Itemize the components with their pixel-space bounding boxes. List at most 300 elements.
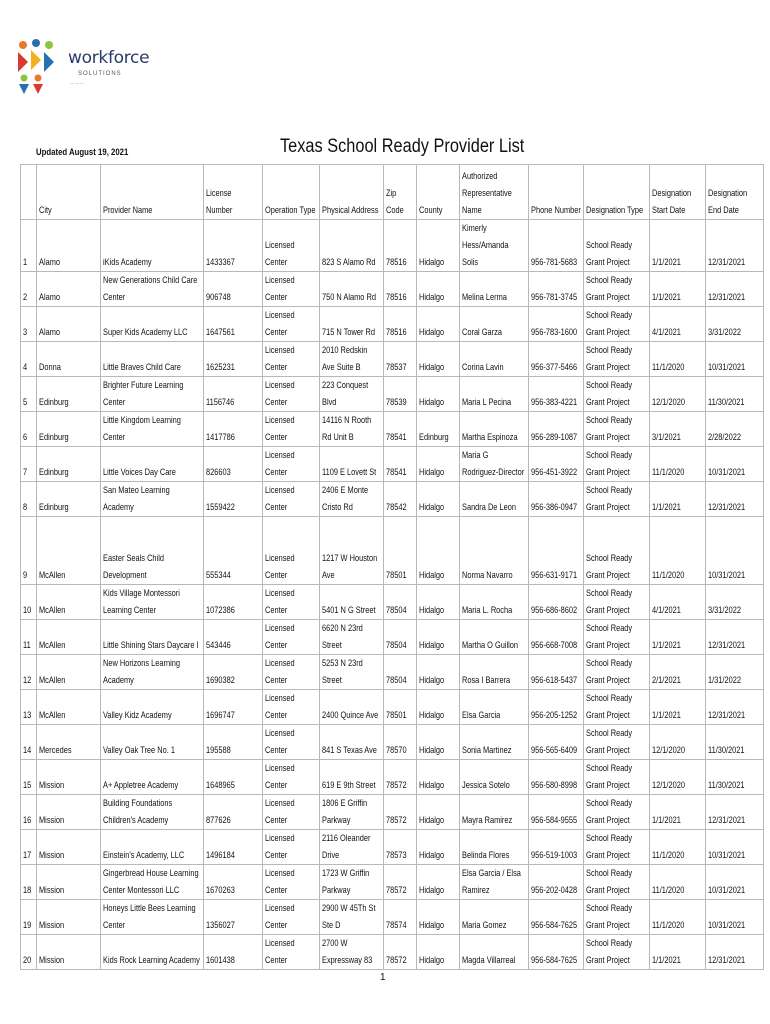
- cell-text: Sonia Martinez: [461, 745, 512, 756]
- cell-text: New Horizons Learning Academy: [102, 658, 180, 686]
- cell-text: Licensed Center: [264, 763, 295, 791]
- cell-text: 956-202-0428: [530, 885, 577, 896]
- column-header-label: County: [418, 205, 443, 216]
- table-row: [21, 412, 764, 447]
- cell-text: Hidalgo: [418, 362, 444, 373]
- cell-text: 7: [23, 467, 28, 478]
- table-cell: [203, 307, 262, 342]
- cell-text: 715 N Tower Rd: [321, 327, 375, 338]
- table-cell: [262, 900, 319, 935]
- cell-text: 13: [23, 710, 32, 721]
- cell-text: Melina Lerma: [461, 292, 507, 303]
- table-cell: [459, 585, 528, 620]
- table-cell: [459, 760, 528, 795]
- logo-subtitle: SOLUTIONS: [78, 71, 122, 77]
- table-cell: [21, 935, 37, 970]
- table-cell: [203, 517, 262, 585]
- table-cell: [583, 272, 649, 307]
- cell-text: 5401 N G Street: [321, 605, 376, 616]
- cell-text: 956-686-8602: [530, 605, 577, 616]
- cell-text: Martha Espinoza: [461, 432, 518, 443]
- cell-text: 17: [23, 850, 32, 861]
- table-cell: [21, 220, 37, 272]
- cell-text: 14: [23, 745, 32, 756]
- cell-text: 10/31/2021: [707, 467, 745, 478]
- cell-text: 4/1/2021: [651, 327, 681, 338]
- table-cell: [649, 900, 705, 935]
- cell-text: 1433367: [205, 257, 235, 268]
- table-cell: [383, 620, 416, 655]
- cell-text: Hidalgo: [418, 502, 444, 513]
- table-cell: [583, 620, 649, 655]
- table-cell: [583, 482, 649, 517]
- cell-text: 1/1/2021: [651, 640, 681, 651]
- table-cell: [383, 517, 416, 585]
- cell-text: 1696747: [205, 710, 235, 721]
- cell-text: 3: [23, 327, 28, 338]
- table-cell: [36, 900, 100, 935]
- cell-text: Corina Lavin: [461, 362, 504, 373]
- table-cell: [705, 620, 763, 655]
- table-cell: [36, 272, 100, 307]
- table-cell: [262, 865, 319, 900]
- table-cell: [100, 900, 203, 935]
- cell-text: Licensed Center: [264, 450, 295, 478]
- table-cell: [705, 517, 763, 585]
- cell-text: Licensed Center: [264, 345, 295, 373]
- cell-text: 20: [23, 955, 32, 966]
- table-cell: [416, 585, 459, 620]
- cell-text: 10/31/2021: [707, 920, 745, 931]
- cell-text: 1072386: [205, 605, 235, 616]
- cell-text: 78574: [385, 920, 407, 931]
- table-row: [21, 690, 764, 725]
- cell-text: 2900 W 45Th St Ste D: [321, 903, 376, 931]
- cell-text: 956-289-1087: [530, 432, 577, 443]
- cell-text: 78541: [385, 432, 407, 443]
- table-cell: [528, 585, 583, 620]
- table-cell: [705, 447, 763, 482]
- column-header: [21, 165, 37, 220]
- table-cell: [36, 830, 100, 865]
- cell-text: 906748: [205, 292, 231, 303]
- cell-text: School Ready Grant Project: [585, 345, 632, 373]
- cell-text: 12/31/2021: [707, 710, 745, 721]
- table-cell: [21, 655, 37, 690]
- cell-text: 11/1/2020: [651, 920, 684, 931]
- table-cell: [319, 517, 383, 585]
- table-cell: [319, 900, 383, 935]
- table-cell: [416, 620, 459, 655]
- cell-text: 956-383-4221: [530, 397, 577, 408]
- table-cell: [649, 725, 705, 760]
- table-cell: [262, 307, 319, 342]
- cell-text: 1/1/2021: [651, 815, 681, 826]
- table-cell: [583, 935, 649, 970]
- cell-text: Maria L. Rocha: [461, 605, 512, 616]
- table-row: [21, 900, 764, 935]
- table-cell: [319, 585, 383, 620]
- table-cell: [319, 412, 383, 447]
- table-cell: [21, 412, 37, 447]
- table-cell: [21, 725, 37, 760]
- cell-text: 11/1/2020: [651, 467, 684, 478]
- table-cell: [262, 517, 319, 585]
- column-header: [319, 165, 383, 220]
- table-cell: [649, 307, 705, 342]
- column-header-label: Provider Name: [102, 205, 152, 216]
- table-cell: [649, 795, 705, 830]
- table-cell: [262, 412, 319, 447]
- table-cell: [36, 307, 100, 342]
- table-cell: [583, 795, 649, 830]
- cell-text: 16: [23, 815, 32, 826]
- cell-text: McAllen: [38, 605, 65, 616]
- cell-text: Mercedes: [38, 745, 72, 756]
- table-cell: [416, 865, 459, 900]
- table-cell: [100, 655, 203, 690]
- cell-text: 223 Conquest Blvd: [321, 380, 368, 408]
- cell-text: Elsa Garcia / Elsa Ramirez: [461, 868, 521, 896]
- table-cell: [383, 272, 416, 307]
- table-cell: [203, 412, 262, 447]
- cell-text: 543446: [205, 640, 231, 651]
- table-cell: [21, 307, 37, 342]
- column-header: [262, 165, 319, 220]
- table-cell: [262, 690, 319, 725]
- cell-text: 1/1/2021: [651, 955, 681, 966]
- table-cell: [36, 585, 100, 620]
- table-cell: [100, 830, 203, 865]
- cell-text: 11/1/2020: [651, 362, 684, 373]
- table-cell: [21, 865, 37, 900]
- cell-text: 78501: [385, 710, 407, 721]
- cell-text: 12/1/2020: [651, 780, 685, 791]
- cell-text: McAllen: [38, 710, 65, 721]
- cell-text: 2: [23, 292, 28, 303]
- cell-text: Hidalgo: [418, 257, 444, 268]
- table-cell: [705, 830, 763, 865]
- table-row: [21, 517, 764, 585]
- cell-text: 10/31/2021: [707, 850, 745, 861]
- column-header: [583, 165, 649, 220]
- cell-text: 1/1/2021: [651, 292, 681, 303]
- cell-text: Mission: [38, 920, 64, 931]
- cell-text: Hidalgo: [418, 745, 444, 756]
- cell-text: 956-631-9171: [530, 570, 577, 581]
- table-cell: [100, 725, 203, 760]
- cell-text: Mission: [38, 780, 64, 791]
- cell-text: 78501: [385, 570, 407, 581]
- table-cell: [528, 655, 583, 690]
- table-cell: [319, 220, 383, 272]
- cell-text: 11/1/2020: [651, 850, 684, 861]
- table-cell: [100, 935, 203, 970]
- table-cell: [459, 307, 528, 342]
- page-title: Texas School Ready Provider List: [280, 136, 525, 157]
- cell-text: Building Foundations Children's Academy: [102, 798, 172, 826]
- cell-text: School Ready Grant Project: [585, 588, 632, 616]
- cell-text: 15: [23, 780, 32, 791]
- cell-text: School Ready Grant Project: [585, 240, 632, 268]
- table-cell: [705, 482, 763, 517]
- cell-text: Little Voices Day Care: [102, 467, 176, 478]
- table-cell: [262, 830, 319, 865]
- cell-text: Mission: [38, 955, 64, 966]
- table-cell: [705, 725, 763, 760]
- cell-text: Licensed Center: [264, 588, 295, 616]
- cell-text: 2/1/2021: [651, 675, 681, 686]
- table-cell: [649, 620, 705, 655]
- cell-text: 555344: [205, 570, 231, 581]
- table-row: [21, 272, 764, 307]
- table-cell: [583, 585, 649, 620]
- cell-text: 78572: [385, 955, 407, 966]
- table-cell: [262, 620, 319, 655]
- table-cell: [649, 865, 705, 900]
- table-cell: [459, 900, 528, 935]
- table-cell: [459, 830, 528, 865]
- cell-text: Mission: [38, 850, 64, 861]
- table-cell: [705, 342, 763, 377]
- table-cell: [705, 865, 763, 900]
- table-cell: [705, 655, 763, 690]
- cell-text: Kimerly Hess/Amanda Solis: [461, 223, 509, 268]
- table-cell: [416, 272, 459, 307]
- table-row: [21, 482, 764, 517]
- table-cell: [383, 690, 416, 725]
- table-cell: [383, 482, 416, 517]
- table-cell: [383, 655, 416, 690]
- table-row: [21, 342, 764, 377]
- cell-text: 10/31/2021: [707, 885, 745, 896]
- cell-text: McAllen: [38, 675, 65, 686]
- table-row: [21, 760, 764, 795]
- table-cell: [649, 377, 705, 412]
- table-cell: [528, 830, 583, 865]
- cell-text: Edinburg: [38, 467, 69, 478]
- cell-text: Licensed Center: [264, 798, 295, 826]
- cell-text: 3/31/2022: [707, 327, 741, 338]
- cell-text: 6620 N 23rd Street: [321, 623, 363, 651]
- cell-text: 1/1/2021: [651, 502, 681, 513]
- table-cell: [319, 272, 383, 307]
- table-cell: [262, 377, 319, 412]
- cell-text: 11/1/2020: [651, 885, 684, 896]
- table-cell: [21, 482, 37, 517]
- table-cell: [36, 865, 100, 900]
- table-cell: [36, 412, 100, 447]
- table-cell: [262, 482, 319, 517]
- cell-text: School Ready Grant Project: [585, 763, 632, 791]
- cell-text: Hidalgo: [418, 570, 444, 581]
- table-cell: [203, 795, 262, 830]
- cell-text: Jessica Sotelo: [461, 780, 510, 791]
- table-cell: [319, 447, 383, 482]
- table-cell: [528, 760, 583, 795]
- table-cell: [36, 655, 100, 690]
- column-header-label: Physical Address: [321, 205, 379, 216]
- table-cell: [383, 447, 416, 482]
- table-cell: [262, 272, 319, 307]
- column-header: [705, 165, 763, 220]
- cell-text: New Generations Child Care Center: [102, 275, 197, 303]
- table-cell: [416, 307, 459, 342]
- cell-text: Magda Villarreal: [461, 955, 516, 966]
- cell-text: 9: [23, 570, 28, 581]
- table-cell: [203, 272, 262, 307]
- table-cell: [416, 447, 459, 482]
- table-cell: [416, 725, 459, 760]
- cell-text: 5253 N 23rd Street: [321, 658, 363, 686]
- table-row: [21, 935, 764, 970]
- cell-text: Maria L Pecina: [461, 397, 511, 408]
- cell-text: School Ready Grant Project: [585, 903, 632, 931]
- table-row: [21, 220, 764, 272]
- cell-text: 877626: [205, 815, 231, 826]
- cell-text: Hidalgo: [418, 920, 444, 931]
- cell-text: 841 S Texas Ave: [321, 745, 377, 756]
- cell-text: 12/31/2021: [707, 292, 745, 303]
- logo-wordmark: workforce: [68, 48, 150, 68]
- page-number: 1: [380, 972, 386, 983]
- cell-text: 4: [23, 362, 28, 373]
- table-cell: [203, 690, 262, 725]
- table-cell: [262, 585, 319, 620]
- cell-text: Licensed Center: [264, 658, 295, 686]
- table-cell: [649, 272, 705, 307]
- cell-text: 956-584-9555: [530, 815, 577, 826]
- column-header: [203, 165, 262, 220]
- table-cell: [416, 690, 459, 725]
- table-cell: [319, 482, 383, 517]
- cell-text: 12: [23, 675, 32, 686]
- table-row: [21, 447, 764, 482]
- table-cell: [319, 620, 383, 655]
- table-cell: [319, 795, 383, 830]
- table-cell: [383, 342, 416, 377]
- table-cell: [528, 307, 583, 342]
- cell-text: Maria G Rodriguez-Director: [461, 450, 524, 478]
- table-cell: [583, 690, 649, 725]
- table-row: [21, 865, 764, 900]
- column-header-label: Designation Start Date: [651, 188, 691, 216]
- table-cell: [649, 830, 705, 865]
- table-cell: [416, 220, 459, 272]
- cell-text: Licensed Center: [264, 415, 295, 443]
- cell-text: 956-584-7625: [530, 920, 577, 931]
- table-cell: [583, 830, 649, 865]
- cell-text: Licensed Center: [264, 728, 295, 756]
- table-cell: [583, 447, 649, 482]
- cell-text: 18: [23, 885, 32, 896]
- table-cell: [36, 725, 100, 760]
- table-cell: [528, 272, 583, 307]
- cell-text: 10: [23, 605, 32, 616]
- table-cell: [36, 795, 100, 830]
- cell-text: 823 S Alamo Rd: [321, 257, 376, 268]
- column-header-label: Phone Number: [530, 205, 581, 216]
- table-cell: [100, 760, 203, 795]
- table-cell: [705, 272, 763, 307]
- cell-text: 78570: [385, 745, 407, 756]
- cell-text: Maria Gomez: [461, 920, 507, 931]
- cell-text: Hidalgo: [418, 397, 444, 408]
- table-cell: [459, 935, 528, 970]
- table-cell: [459, 342, 528, 377]
- column-header-label: Designation Type: [585, 205, 643, 216]
- cell-text: 195588: [205, 745, 231, 756]
- table-cell: [319, 377, 383, 412]
- table-cell: [36, 690, 100, 725]
- table-cell: [21, 517, 37, 585]
- cell-text: Einstein's Academy, LLC: [102, 850, 184, 861]
- cell-text: Super Kids Academy LLC: [102, 327, 188, 338]
- table-cell: [705, 760, 763, 795]
- cell-text: Licensed Center: [264, 938, 295, 966]
- cell-text: McAllen: [38, 570, 65, 581]
- table-cell: [203, 585, 262, 620]
- cell-text: School Ready Grant Project: [585, 623, 632, 651]
- cell-text: 2406 E Monte Cristo Rd: [321, 485, 368, 513]
- table-cell: [416, 517, 459, 585]
- cell-text: 78504: [385, 640, 407, 651]
- cell-text: 1648965: [205, 780, 235, 791]
- cell-text: 3/1/2021: [651, 432, 681, 443]
- table-cell: [319, 760, 383, 795]
- table-cell: [100, 342, 203, 377]
- table-row: [21, 620, 764, 655]
- table-cell: [100, 482, 203, 517]
- cell-text: 6: [23, 432, 28, 443]
- cell-text: 1: [23, 257, 28, 268]
- cell-text: 1/1/2021: [651, 710, 681, 721]
- table-cell: [459, 447, 528, 482]
- table-cell: [459, 517, 528, 585]
- table-cell: [21, 585, 37, 620]
- cell-text: 78504: [385, 605, 407, 616]
- table-cell: [649, 412, 705, 447]
- table-cell: [319, 865, 383, 900]
- cell-text: 956-377-5466: [530, 362, 577, 373]
- table-cell: [583, 655, 649, 690]
- cell-text: 78504: [385, 675, 407, 686]
- table-cell: [36, 342, 100, 377]
- table-cell: [649, 482, 705, 517]
- cell-text: 2/28/2022: [707, 432, 741, 443]
- cell-text: School Ready Grant Project: [585, 658, 632, 686]
- table-cell: [383, 377, 416, 412]
- table-cell: [649, 690, 705, 725]
- cell-text: School Ready Grant Project: [585, 868, 632, 896]
- table-row: [21, 655, 764, 690]
- cell-text: Licensed Center: [264, 903, 295, 931]
- cell-text: 12/31/2021: [707, 815, 745, 826]
- table-cell: [416, 377, 459, 412]
- cell-text: Honeys Little Bees Learning Center: [102, 903, 196, 931]
- table-cell: [21, 342, 37, 377]
- cell-text: Licensed Center: [264, 380, 295, 408]
- table-row: [21, 377, 764, 412]
- table-cell: [100, 865, 203, 900]
- cell-text: 11/30/2021: [707, 745, 745, 756]
- table-cell: [203, 482, 262, 517]
- table-cell: [583, 725, 649, 760]
- table-cell: [100, 377, 203, 412]
- cell-text: 1670263: [205, 885, 235, 896]
- cell-text: School Ready Grant Project: [585, 310, 632, 338]
- cell-text: Martha O Guillon: [461, 640, 518, 651]
